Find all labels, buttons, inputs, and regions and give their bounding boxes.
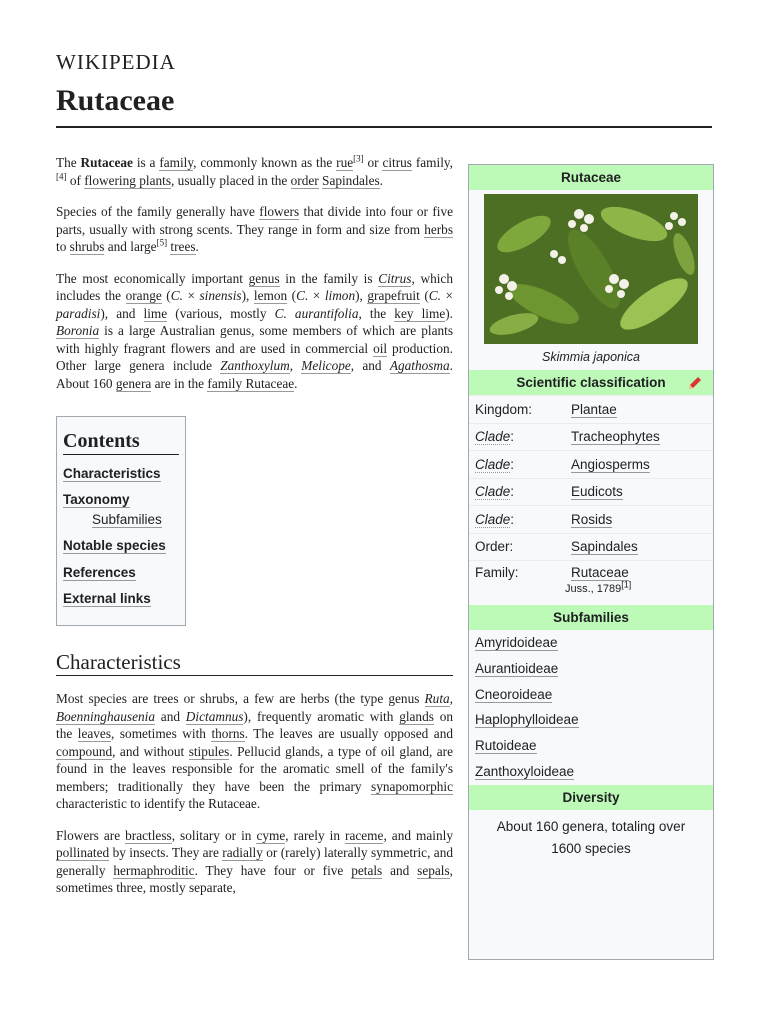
wikipedia-wordmark[interactable]: WIKIPEDIA bbox=[56, 50, 176, 74]
toc-item-notable-species[interactable]: Notable species bbox=[63, 538, 166, 553]
intro-paragraph-3: The most economically important genus in the family is Citrus, which includes the orange (C. × sinensis), lemon (C. × limon), grapefruit (C. × paradisi), and lime (various, mostly C. aurantifolia, the key lime). Boronia is a large Australian genus, some members of which are plants with highly fragrant flowers and are used in commercial oil production. Other large genera include Zanthoxylum, Melicope, and Agathosma. About 160 genera are in the family Rutaceae. bbox=[56, 270, 454, 391]
link-hermaphroditic[interactable]: hermaphroditic bbox=[113, 862, 195, 878]
toc-item-characteristics[interactable]: Characteristics bbox=[63, 465, 161, 481]
subfamilies-heading: Subfamilies bbox=[469, 605, 713, 630]
link-key-lime[interactable]: key lime bbox=[394, 305, 446, 321]
link-dictamnus[interactable]: Dictamnus bbox=[185, 708, 244, 724]
link-clade[interactable]: Clade bbox=[475, 429, 511, 445]
link-sepals[interactable]: sepals bbox=[417, 862, 450, 878]
link-ruta[interactable]: Ruta bbox=[424, 691, 450, 706]
link-orange[interactable]: orange bbox=[125, 288, 162, 303]
link-flowering-plants[interactable]: flowering plants bbox=[84, 172, 172, 188]
subfamilies-list bbox=[469, 630, 713, 785]
link-sapindales-order[interactable]: Sapindales bbox=[571, 539, 638, 555]
taxo-row-clade: Clade: Eudicots bbox=[469, 478, 713, 506]
taxon-authority bbox=[469, 579, 713, 605]
link-herbs[interactable]: herbs bbox=[424, 221, 453, 237]
link-amyridoideae[interactable]: Amyridoideae bbox=[475, 635, 558, 650]
taxo-row-family: Family: Rutaceae bbox=[469, 560, 713, 583]
plant-photo-illustration bbox=[484, 194, 698, 344]
intro-paragraph-2: Species of the family generally have flowers that divide into four or five parts, usually with strong scents. They range in form and size from herbs to shrubs and large[5] trees. bbox=[56, 204, 453, 254]
article-body bbox=[56, 154, 453, 911]
diversity-heading: Diversity bbox=[469, 785, 713, 810]
link-radially[interactable]: radially bbox=[222, 845, 263, 860]
link-tracheophytes[interactable]: Tracheophytes bbox=[571, 429, 660, 445]
link-clade[interactable]: Clade bbox=[475, 456, 511, 472]
link-lime[interactable]: lime bbox=[143, 305, 168, 321]
link-agathosma[interactable]: Agathosma bbox=[389, 358, 450, 373]
link-zanthoxylum[interactable]: Zanthoxylum bbox=[220, 358, 290, 373]
link-oil[interactable]: oil bbox=[373, 340, 388, 356]
link-leaves[interactable]: leaves bbox=[77, 726, 112, 741]
characteristics-paragraph-2: Flowers are bractless, solitary or in cyme, rarely in raceme, and mainly pollinated by insects. They are radially or (rarely) laterally symmetric, and generally hermaphroditic. They have four or five petals and sepals, sometimes three, mostly separate, bbox=[56, 827, 453, 895]
link-haplophylloideae[interactable]: Haplophylloideae bbox=[475, 712, 579, 728]
link-eudicots[interactable]: Eudicots bbox=[571, 484, 623, 500]
citation-3[interactable]: [3] bbox=[353, 153, 364, 164]
link-synapomorphic[interactable]: synapomorphic bbox=[371, 778, 453, 794]
link-family[interactable]: family bbox=[159, 155, 194, 170]
link-clade[interactable]: Clade bbox=[475, 484, 511, 500]
citation-4[interactable]: [4] bbox=[56, 171, 67, 182]
link-boenninghausenia[interactable]: Boenninghausenia bbox=[56, 708, 155, 724]
diversity-text: About 160 genera, totaling over 1600 species bbox=[496, 818, 686, 856]
link-order[interactable]: order bbox=[290, 172, 319, 188]
link-thorns[interactable]: thorns bbox=[211, 726, 245, 741]
taxo-row-clade: Clade: Angiosperms bbox=[469, 450, 713, 478]
link-genus[interactable]: genus bbox=[248, 270, 280, 286]
taxo-row-kingdom: Kingdom: Plantae bbox=[469, 395, 713, 423]
link-sapindales[interactable]: Sapindales bbox=[322, 172, 380, 188]
link-compound[interactable]: compound bbox=[56, 743, 113, 759]
link-pollinated[interactable]: pollinated bbox=[56, 845, 110, 860]
scientific-classification-heading: Scientific classification bbox=[469, 370, 713, 395]
link-juss[interactable]: Juss., 1789 bbox=[565, 583, 622, 595]
link-cyme[interactable]: cyme bbox=[256, 827, 286, 843]
toc-item-taxonomy[interactable]: Taxonomy bbox=[63, 492, 130, 507]
link-clade[interactable]: Clade bbox=[475, 511, 511, 527]
page-title: Rutaceae bbox=[56, 84, 175, 117]
intro-paragraph-1: The Rutaceae is a family, commonly known as the rue[3] or citrus family,[4] of flowering plants, usually placed in the order Sapindales. bbox=[56, 153, 454, 188]
taxo-row-clade: Clade: Rosids bbox=[469, 505, 713, 533]
link-bractless[interactable]: bractless bbox=[125, 827, 172, 843]
link-raceme[interactable]: raceme bbox=[345, 827, 384, 843]
link-rutaceae-family[interactable]: Rutaceae bbox=[571, 564, 629, 580]
link-stipules[interactable]: stipules bbox=[188, 743, 230, 759]
photo-caption[interactable]: Skimmia japonica bbox=[542, 350, 640, 364]
link-shrubs[interactable]: shrubs bbox=[69, 239, 105, 254]
taxobox-title: Rutaceae bbox=[469, 165, 713, 190]
link-family-rutaceae[interactable]: family Rutaceae bbox=[207, 375, 295, 391]
link-rosids[interactable]: Rosids bbox=[571, 511, 613, 527]
link-genera[interactable]: genera bbox=[115, 375, 152, 391]
toc-item-references[interactable]: References bbox=[63, 564, 136, 580]
link-flowers[interactable]: flowers bbox=[259, 204, 300, 219]
toc-item-external-links[interactable]: External links bbox=[63, 591, 151, 606]
table-of-contents bbox=[56, 416, 186, 626]
link-zanthoxyloideae[interactable]: Zanthoxyloideae bbox=[475, 763, 575, 779]
link-grapefruit[interactable]: grapefruit bbox=[367, 288, 420, 303]
skimmia-japonica-photo[interactable] bbox=[484, 194, 698, 344]
link-petals[interactable]: petals bbox=[351, 862, 383, 878]
taxo-row-clade: Clade: Tracheophytes bbox=[469, 423, 713, 451]
link-angiosperms[interactable]: Angiosperms bbox=[571, 456, 650, 472]
edit-pencil-icon[interactable] bbox=[687, 375, 703, 391]
link-glands[interactable]: glands bbox=[399, 708, 434, 724]
link-cneoroideae[interactable]: Cneoroideae bbox=[475, 686, 553, 702]
link-trees[interactable]: trees bbox=[170, 239, 196, 254]
citation-5[interactable]: [5] bbox=[156, 237, 168, 248]
toc-title: Contents bbox=[63, 433, 179, 455]
link-melicope[interactable]: Melicope bbox=[301, 358, 351, 373]
link-citrus-genus[interactable]: Citrus bbox=[378, 270, 412, 286]
link-lemon[interactable]: lemon bbox=[253, 288, 288, 303]
taxobox bbox=[468, 164, 714, 960]
link-rutoideae[interactable]: Rutoideae bbox=[475, 738, 537, 754]
citation-1[interactable]: [1] bbox=[621, 579, 632, 590]
title-divider bbox=[56, 126, 712, 128]
section-heading-characteristics: Characteristics bbox=[56, 654, 453, 677]
link-plantae[interactable]: Plantae bbox=[571, 401, 617, 417]
link-rue[interactable]: rue bbox=[336, 155, 354, 170]
link-aurantioideae[interactable]: Aurantioideae bbox=[475, 660, 559, 676]
taxo-row-order: Order: Sapindales bbox=[469, 533, 713, 561]
characteristics-paragraph-1: Most species are trees or shrubs, a few are herbs (the type genus Ruta, Boenninghausenia and Dictamnus), frequently aromatic with glands on the leaves, sometimes with thorns. The leaves are usually opposed and compound, and without stipules. Pellucid glands, a type of oil gland, are found in the leaves responsible for the aromatic smell of the family's members; traditionally they have been the primary synapomorphic characteristic to identify the Rutaceae. bbox=[56, 691, 454, 811]
link-boronia[interactable]: Boronia bbox=[56, 323, 100, 338]
toc-item-subfamilies[interactable]: Subfamilies bbox=[92, 511, 162, 527]
link-citrus[interactable]: citrus bbox=[382, 155, 412, 170]
